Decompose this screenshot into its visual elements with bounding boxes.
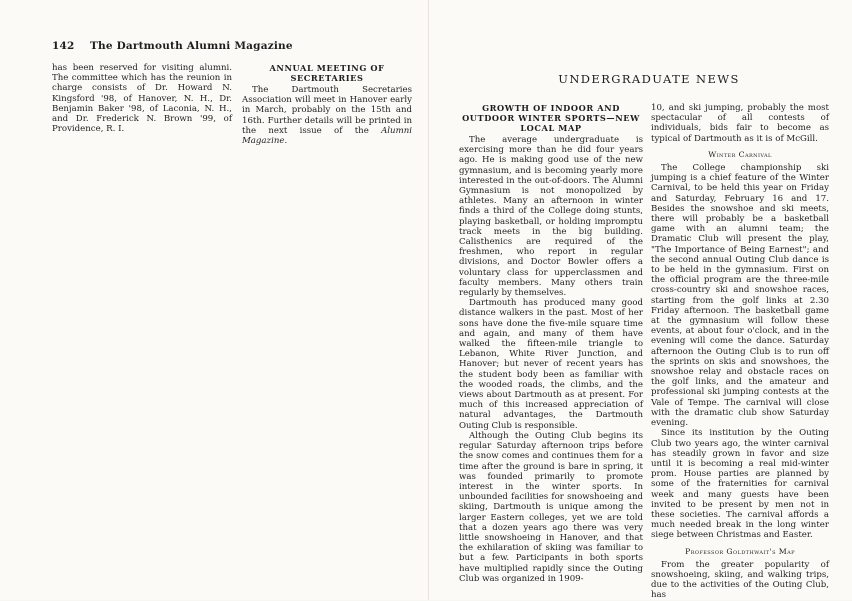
running-head [52,40,432,52]
goldthwait-map-subheading: Professor Goldthwait's Map [685,546,795,556]
carnival-paragraph: Since its institution by the Outing Club two years ago, the winter carnival has steadily grown in favor and size until it is becoming a real mid-winter prom. House parties are planned by some of the fraternities for carnival week and many guests have been invited to be present by men not in these societies. The carnival affords a much needed break in the long winter siege between Christmas and Easter. [651,428,829,541]
secretaries-meeting-heading: ANNUAL MEETING OF SECRETARIES [269,63,385,83]
article-continuation-paragraph: 10, and ski jumping, probably the most spectacular of all contests of individuals, bids fair to become as typical of Dartmouth as it is of McGill. [651,103,829,144]
secretaries-meeting-paragraph [242,85,412,146]
magazine-title-italic: Alumni Magazine. [242,125,412,147]
section-title: UNDERGRADUATE NEWS [558,72,740,86]
map-paragraph: From the greater popularity of snowshoeing, skiing, and walking trips, due to the activities of the Outing Club, has [651,559,829,601]
article-paragraph: The average undergraduate is exercising more than he did four years ago. He is making good use of the new gymnasium, and is becoming yearly more interested in the out-of-doors. The Alumni Gymnasium is not monopolized by athletes. Many an afternoon in winter finds a third of the College doing stunts, playing basketball, or holding impromptu track meets in the big building. Calisthenics are required of the freshmen, who report in regular divisions, and Doctor Bowler offers a voluntary class for upperclassmen and faculty members. Many others train regularly by themselves. [459,135,643,299]
reunion-committee-paragraph: has been reserved for visiting alumni. The committee which has the reunion in charge consists of Dr. Howard N. Kingsford '98, of Hanover, N. H., Dr. Benjamin Baker '98, of Laconia, N. H., and Dr. Frederick N. Brown '99, of Providence, R. I. [52,63,232,135]
right-column-2 [651,103,829,601]
right-page [428,0,852,600]
winter-carnival-subheading: Winter Carnival [708,149,772,159]
left-column-2 [242,63,412,146]
page-number: 142 [52,40,75,52]
article-paragraph: Although the Outing Club begins its regular Saturday afternoon trips before the snow comes and continues them for a time after the ground is bare in spring, it was founded primarily to promote interest in the winter sports. In unbounded facilities for snowshoeing and skiing, Dartmouth is unique among the larger Eastern colleges, yet we are told that a dozen years ago there was very little snowshoeing in Hanover, and that the exhilaration of skiing was familiar to but a few. Participants in both sports have multiplied rapidly since the Outing Club was organized in 1909- [459,430,643,584]
secretaries-text: The Dartmouth Secretaries Association will meet in Hanover early in March, probably on the 15th and 16th. Further details will be printed in the next issue of the [242,85,412,136]
left-column-1 [52,63,232,134]
article-paragraph: Dartmouth has produced many good distance walkers in the past. Most of her sons have done the five-mile square time and again, and many of them have walked the fifteen-mile triangle to Lebanon, White River Junction, and Hanover; but never of recent years has the student body been as familiar with the wooded roads, the climbs, and the views about Dartmouth as at present. For much of this increased appreciation of natural advantages, the Dartmouth Outing Club is responsible. [459,298,643,431]
right-column-1 [459,103,643,584]
article-heading: GROWTH OF INDOOR AND OUTDOOR WINTER SPORTS—NEW LOCAL MAP [462,103,640,133]
carnival-paragraph: The College championship ski jumping is a chief feature of the Winter Carnival, to be held this year on Friday and Saturday, February 16 and 17. Besides the snowshoe and ski meets, there will probably be a basketball game with an alumni team; the Dramatic Club will present the play, "The Importance of Being Earnest"; and the second annual Outing Club dance is to be held in the gymnasium. First on the official program are the three-mile cross-country ski and snowshoe races, starting from the golf links at 2.30 Friday afternoon. The basketball game at the gymnasium will follow these events, at about four o'clock, and in the evening will come the dance. Saturday afternoon the Outing Club is to run off the sprints on skis and snowshoes, the snowshoe relay and obstacle races on the golf links, and the amateur and professional ski jumping contests at the Vale of Tempe. The carnival will close with the dramatic club show Saturday evening. [651,163,829,429]
running-title: The Dartmouth Alumni Magazine [90,40,293,52]
